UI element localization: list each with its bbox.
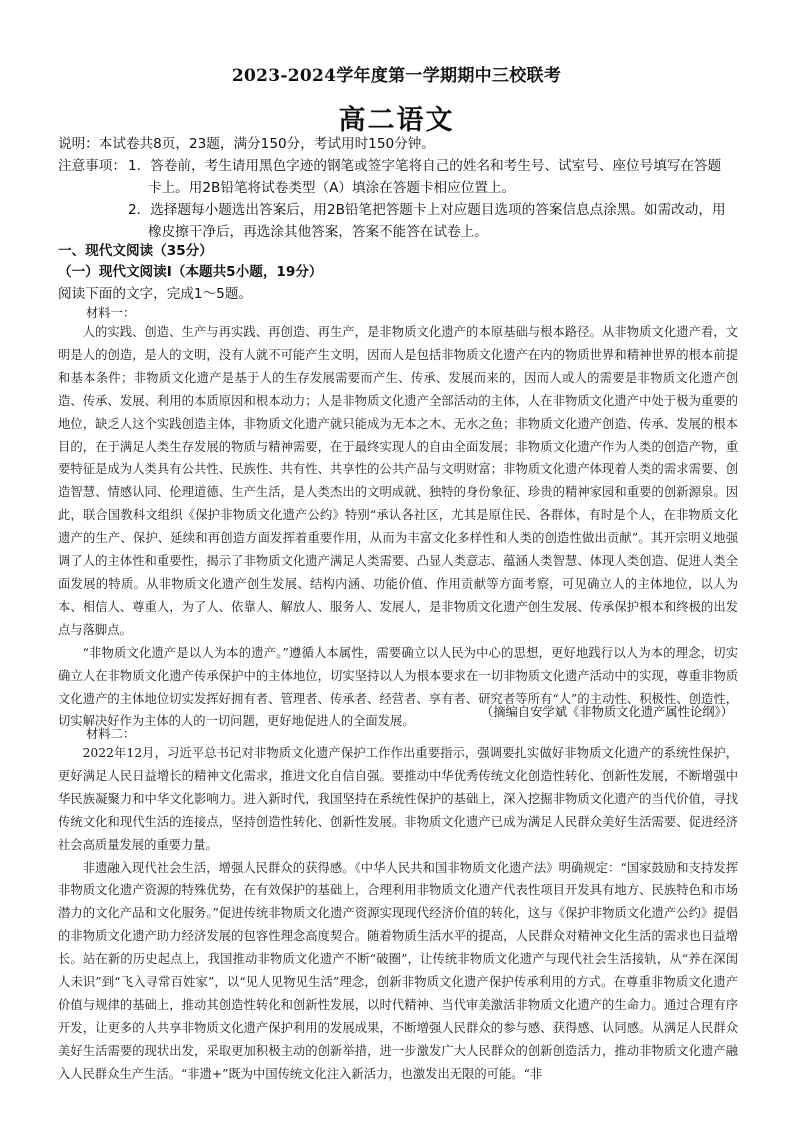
- notes-label: 注意事项：: [58, 158, 126, 174]
- material-1-body: [58, 321, 738, 733]
- reading-instruction: 阅读下面的文字，完成1～5题。: [58, 286, 253, 302]
- note-2-line-2: 橡皮擦干净后，再选涂其他答案，答案不能答在试卷上。: [148, 224, 488, 240]
- material-1-paragraph-1: 人的实践、创造、生产与再实践、再创造、再生产，是非物质文化遗产的本原基础与根本路径。从非物质文化遗产看，文明是人的创造，是人的文明，没有人就不可能产生文明，因而人是包括非物质文化遗产在内的物质世界和精神世界的根本前提和基本条件；非物质文化遗产是基于人的生存发展需要而产生、传承、发展而来的，因而人或人的需要是非物质文化遗产创造、传承、发展、利用的本质原因和根本动力；人是非物质文化遗产全部活动的主体，人在非物质文化遗产中处于极为重要的地位，缺乏人这个实践创造主体，非物质文化遗产就只能成为无本之木、无水之鱼；非物质文化遗产创造、传承、发展的根本目的，在于满足人类生存发展的物质与精神需要，在于最终实现人的自由全面发展；非物质文化遗产作为人类的创造产物，重要特征是成为人类具有公共性、民族性、共有性、共享性的公共产品与文明财富；非物质文化遗产体现着人类的需求需要、创造智慧、情感认同、伦理道德、生产生活，是人类杰出的文明成就、独特的身份象征、珍贵的精神家园和重要的创新源泉。因此，联合国教科文组织《保护非物质文化遗产公约》特别“承认各社区，尤其是原住民、各群体，有时是个人，在非物质文化遗产的生产、保护、延续和再创造方面发挥着重要作用，从而为丰富文化多样性和人类的创造性做出贡献”。其开宗明义地强调了人的主体性和重要性，揭示了非物质文化遗产满足人类需要、凸显人类意志、蕴涵人类智慧、体现人类创造、促进人类全面发展的特质。从非物质文化遗产创生发展、结构内涵、功能价值、作用贡献等方面考察，可见确立人的主体地位，以人为本、相信人、尊重人，为了人、依靠人、解放人、服务人、发展人，是非物质文化遗产创生发展、传承保护根本和终极的出发点与落脚点。: [58, 325, 738, 637]
- material-1-paragraph-2: “非物质文化遗产是以人为本的遗产。”遵循人本属性，需要确立以人民为中心的思想，更好地践行以人为本的理念，切实确立人在非物质文化遗产传承保护中的主体地位，切实坚持以人为根本要求在一切非物质文化遗产活动中的实现，尊重非物质文化遗产的主体地位切实发挥好拥有者、管理者、传承者、经营者、享有者、研究者等所有“人”的主动性、积极性、创造性，切实解决好作为主体的人的一切问题，更好地促进人的全面发展。: [58, 645, 738, 729]
- exam-description: 说明：本试卷共8页，23题，满分150分，考试用时150分钟。: [58, 136, 435, 152]
- note-1-line-2: 卡上。用2B铅笔将试卷类型（A）填涂在答题卡相应位置上。: [148, 180, 516, 196]
- note-2-line-1: 2．选择题每小题选出答案后，用2B铅笔把答题卡上对应题目选项的答案信息点涂黑。如需改动，用: [128, 202, 726, 218]
- material-2-paragraph-1: 2022年12月，习近平总书记对非物质文化遗产保护工作作出重要指示，强调要扎实做好非物质文化遗产的系统性保护，更好满足人民日益增长的精神文化需求，推进文化自信自强。要推动中华优秀传统文化创造性转化、创新性发展，不断增强中华民族凝聚力和中华文化影响力。进入新时代，我国坚持在系统性保护的基础上，深入挖掘非物质文化遗产的当代价值，寻找传统文化和现代生活的连接点，坚持创造性转化、创新性发展。非物质文化遗产已成为满足人民群众美好生活需要、促进经济社会高质量发展的重要力量。: [58, 746, 738, 852]
- material-2-paragraph-2: 非遗融入现代社会生活，增强人民群众的获得感。《中华人民共和国非物质文化遗产法》明确规定：“国家鼓励和支持发挥非物质文化遗产资源的特殊优势，在有效保护的基础上，合理利用非物质文化遗产代表性项目开发具有地方、民族特色和市场潜力的文化产品和文化服务。”促进传统非物质文化遗产资源实现现代经济价值的转化，这与《保护非物质文化遗产公约》提倡的非物质文化遗产助力经济发展的包容性理念高度契合。随着物质生活水平的提高，人民群众对精神文化生活的需求也日益增长。站在新的历史起点上，我国推动非物质文化遗产不断“破圈”，让传统非物质文化遗产与现代社会生活接轨，从“养在深闺人未识”到“飞入寻常百姓家”，以“见人见物见生活”理念，创新非物质文化遗产保护传承利用的方式。在尊重非物质文化遗产价值与规律的基础上，推动其创造性转化和创新性发展，以时代精神、当代审美激活非物质文化遗产的生命力。通过合理有序开发，让更多的人共享非物质文化遗产保护利用的发展成果，不断增强人民群众的参与感、获得感、认同感。从满足人民群众美好生活需要的现状出发，采取更加积极主动的创新举措，进一步激发广大人民群众的创新创造活力，推动非物质文化遗产融入人民群众生产生活。“非遗+”既为中国传统文化注入新活力，也激发出无限的可能。“非: [58, 860, 738, 1081]
- note-1-line-1: 1．答卷前，考生请用黑色字迹的钢笔或签字笔将自己的姓名和考生号、试室号、座位号填写在答题: [128, 158, 722, 174]
- material-2-label: 材料二：: [86, 727, 136, 741]
- material-1-label: 材料一：: [86, 306, 136, 320]
- material-1-source: （摘编自安学斌《非物质文化遗产属性论纲》）: [480, 705, 733, 719]
- exam-title: 2023-2024学年度第一学期期中三校联考: [231, 66, 562, 86]
- subsection-heading: （一）现代文阅读Ⅰ（本题共5小题，19分）: [58, 264, 323, 280]
- subject-title: 高二语文: [338, 105, 455, 136]
- material-2-body: [58, 742, 738, 1086]
- section-heading: 一、现代文阅读（35分）: [58, 243, 213, 259]
